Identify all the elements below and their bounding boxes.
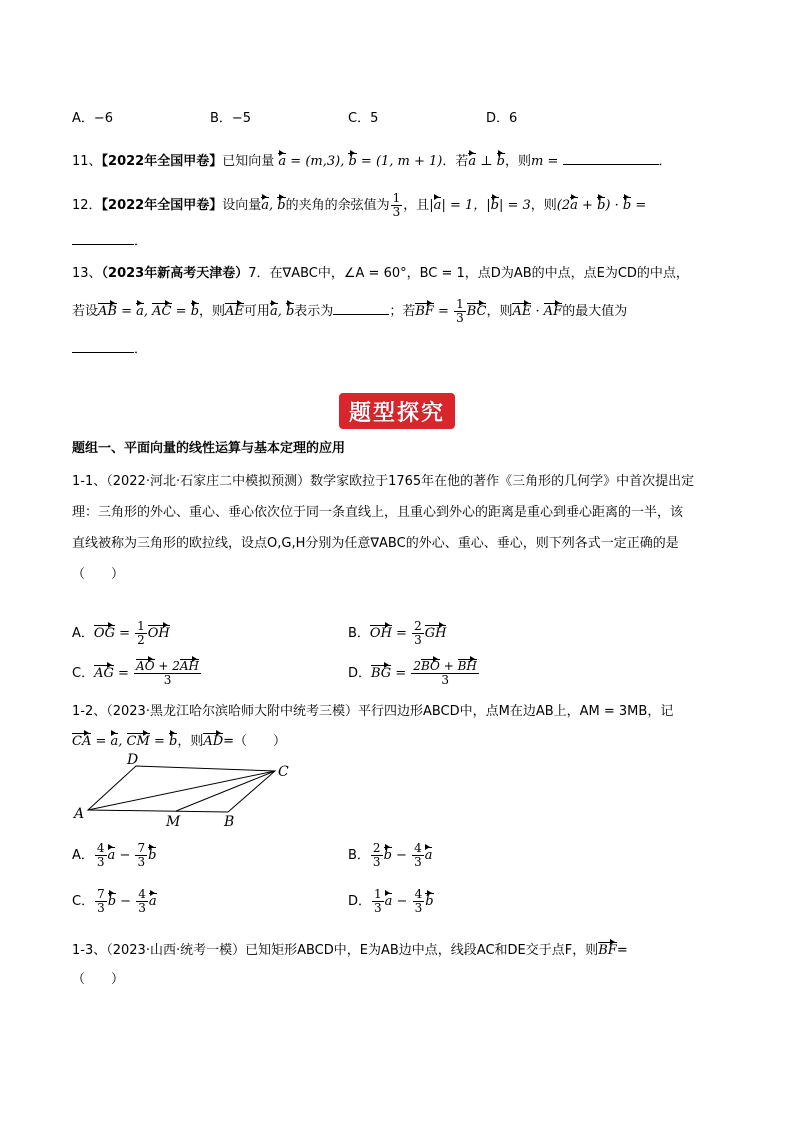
diagonal-ac — [88, 771, 275, 810]
label-c: C — [278, 764, 289, 780]
q1-2-option-a: A． $\frac{4}{3}$ a − $\frac{7}{3}$ b — [72, 841, 157, 869]
q1-3-paren: （ ） — [72, 972, 125, 987]
q1-2-option-b: B． $\frac{2}{3}$ b − $\frac{4}{3}$ a — [348, 841, 433, 869]
section-banner — [339, 393, 455, 429]
segment-mc — [176, 771, 275, 811]
answer-blank — [563, 164, 659, 165]
label-a: A — [74, 806, 85, 822]
question-12-answer: ． — [72, 230, 147, 249]
option-a: A．−6 — [72, 111, 114, 126]
question-source: （2023年新高考天津卷） — [101, 266, 249, 281]
fraction-one-third: $\frac{1}{3}$ — [392, 191, 401, 219]
q1-1-line2: 理：三角形的外心、重心、垂心依次位于同一条直线上，且重心到外心的距离是重心到垂心距离的一半，该 — [72, 505, 684, 520]
q1-1-line1: 1-1、（2022·河北·石家庄二中模拟预测）数学家欧拉于1765年在他的著作《三角形的几何学》中首次提出定 — [72, 474, 695, 489]
question-13-line2: 若设AB = a, AC = b，则AE可用a, b表示为 ；若BF = $\frac{1}{3}$ BC，则AE · AF的最大值为 — [72, 297, 628, 325]
question-11: 11、【2022年全国甲卷】已知向量 a = (m,3), b = (1, m + 1)．若a ⊥ b，则m = ． — [72, 154, 672, 169]
option-d: D．6 — [486, 111, 518, 126]
formula-vectors: a = (m,3), b = (1, m + 1) — [278, 154, 443, 169]
label-d: D — [127, 752, 139, 768]
question-text: 设向量 — [222, 198, 262, 213]
label-m: M — [166, 814, 181, 830]
answer-blank — [72, 244, 134, 245]
q1-1-line3: 直线被称为三角形的欧拉线，设点O,G,H分别为任意∇ABC的外心、重心、垂心，则下列各式一定正确的是 — [72, 536, 679, 551]
question-source: 【2022年全国甲卷】 — [101, 154, 223, 169]
q1-2-option-c: C． $\frac{7}{3}$ b − $\frac{4}{3}$ a — [72, 887, 157, 915]
q1-2-line1: 1-2、（2023·黑龙江哈尔滨哈师大附中统考三模）平行四边形ABCD中，点M在边AB上，AM = 3MB，记 — [72, 704, 674, 719]
question-number: 13、 — [72, 266, 102, 281]
parallelogram-abcd — [88, 766, 275, 812]
q1-1-option-a: A．OG = $\frac{1}{2}$ OH — [72, 619, 170, 647]
question-number: 12． — [72, 198, 102, 213]
parallelogram-figure — [70, 752, 300, 830]
question-13-answer: ． — [72, 338, 147, 357]
q1-1-option-c: C．AG = $\frac{AO + 2AH}{3}$ — [72, 659, 200, 687]
q1-2-line2: CA = a, CM = b，则AD=（ ） — [72, 734, 287, 749]
question-text: 已知向量 — [222, 154, 275, 169]
answer-blank — [72, 352, 134, 353]
group-title: 题组一、平面向量的线性运算与基本定理的应用 — [72, 441, 346, 456]
question-13-line1 — [72, 262, 689, 281]
label-b: B — [224, 814, 235, 830]
q1-1-paren: （ ） — [72, 567, 125, 582]
question-text: 7．在∇ABC中，∠A = 60°，BC = 1，点D为AB的中点，点E为CD的中点， — [248, 266, 689, 281]
banner-label: 题型探究 — [348, 400, 445, 426]
q1-1-option-d: D．BG = $\frac{2BO + BH}{3}$ — [348, 659, 477, 687]
question-12: 12．【2022年全国甲卷】设向量a, b的夹角的余弦值为 $\frac{1}{3}$ ，且|a| = 1，|b| = 3，则(2a + b) · b = — [72, 191, 647, 219]
answer-blank — [333, 314, 389, 315]
option-c: C．5 — [348, 111, 379, 126]
question-source: 【2022年全国甲卷】 — [101, 198, 223, 213]
q1-2-option-d: D． $\frac{1}{3}$ a − $\frac{4}{3}$ b — [348, 887, 434, 915]
option-b: B．−5 — [210, 111, 252, 126]
question-number: 11、 — [72, 154, 102, 169]
q1-1-option-b: B．OH = $\frac{2}{3}$ GH — [348, 619, 447, 647]
q1-3-line1: 1-3、（2023·山西·统考一模）已知矩形ABCD中，E为AB边中点，线段AC和DE交于点F，则BF= — [72, 943, 628, 958]
